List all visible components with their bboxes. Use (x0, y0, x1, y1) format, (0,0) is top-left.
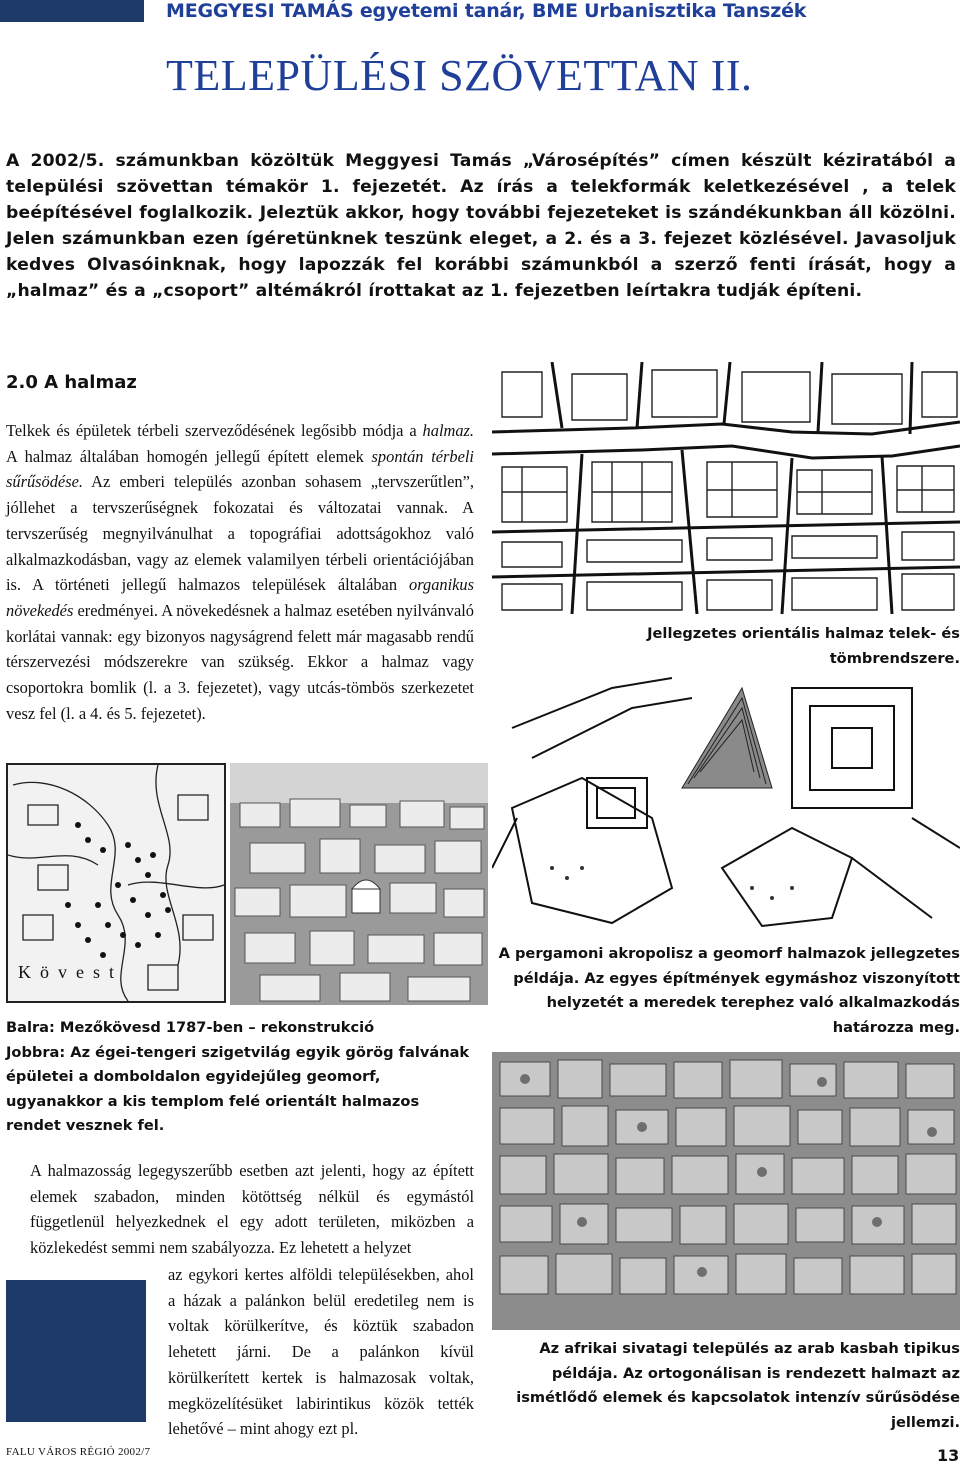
body-text: Telkek és épületek térbeli szerveződésének legősibb módja a (6, 421, 423, 440)
author-line: MEGGYESI TAMÁS egyetemi tanár, BME Urbanisztika Tanszék (166, 0, 807, 22)
body-text: A halmaz általában homogén jellegű épített elemek (6, 446, 372, 466)
emphasis-text: spontán térbeli sűrűsödése. (6, 446, 474, 492)
journal-footer: FALU VÁROS RÉGIÓ 2002/7 (6, 1446, 151, 1458)
emphasis-text: halmaz. (422, 421, 474, 440)
map-illustration (492, 362, 960, 614)
page-number: 13 (937, 1446, 960, 1465)
body-paragraph (6, 418, 474, 726)
body-paragraph: A halmazosság legegyszerűbb esetben azt jelenti, hogy az épített elemek szabadon, minden kötöttség nélkül és egymástól függetlenül helyezkednek el egy adott területen, miközben a közlekedést semmi nem szabályozza. Ez lehetett a helyzet (30, 1161, 474, 1258)
map-caption (560, 622, 960, 671)
caption-line: Balra: Mezőkövesd 1787-ben – rekonstrukció (6, 1019, 375, 1036)
caption-text: A pergamoni akropolisz a geomorf halmazok jellegzetes példája. Az egyes építmények egymáshoz viszonyított helyzetét a meredek terephez való alkalmazkodás határozza meg. (498, 945, 960, 1036)
pergamon-caption (492, 942, 960, 1040)
body-paragraph: az egykori kertes alföldi településekben, ahol a házak a palánkon belül eredetileg nem is voltak körülkerítve, és köztük szabadon lehetett járni. De a palánkon kívül körülkerített kertek is halmazosak voltak, megközelítésüket labirintikus közök tették lehetővé – mint ahogy ezt pl. (168, 1265, 474, 1439)
pergamon-acropolis-figure (492, 668, 960, 930)
lead-text: A 2002/5. számunkban közöltük Meggyesi Tamás „Városépítés” címen készült kéziratából a települési szövettan témakör 1. fejezetét. Az írás a telekformák keletkezésével , a telek beépítésével foglalkozik. Jeleztük akkor, hogy további fejezeteket is szándékunkban áll közölni. Jelen számunkban ezen ígéretünknek teszünk eleget, a 2. és a 3. fejezet közlésével. Javasoljuk kedves Olvasóinknak, hogy lapozzák fel korábbi számunkból a szerző fenti írását, hogy a „halmaz” és a „csoport” altémákról írottakat az 1. fejezetben leírtakra tudják építeni. (6, 151, 956, 301)
oriental-halmaz-map-figure (492, 362, 960, 614)
body-text: eredményei. A növekedésnek a halmaz esetében nyilvánvaló korlátai vannak: egy bizonyos nagyságrend felett már magasabb rendű térszervezési módszerekre van szükség. Ekkor a halmaz vagy csoportokra bomlik (l. a 3. fejezetet), vagy utcás-tömbös szerkezetet vesz fel (l. a 4. és 5. fejezetet). (6, 600, 474, 723)
kasbah-caption (492, 1337, 960, 1435)
emphasis-text: organikus növekedés (6, 575, 474, 620)
section-heading: 2.0 A halmaz (6, 372, 137, 393)
header-color-block (0, 0, 144, 22)
lead-paragraph (6, 148, 956, 304)
decorative-color-block (6, 1280, 146, 1422)
pergamon-plan-illustration (492, 668, 960, 930)
body-text: Az emberi település azonban sohasem „tervszerűtlen”, jóllehet a tervszerűségnek fokozatai és változatai vannak. A tervszerűség megnyilvánulhat a topográfiai adottságokhoz való alkalmazkodásban, vagy az elemek valamilyen térbeli orientációjában is. A történeti jellegű halmazos települések általában (6, 472, 474, 595)
page-title: TELEPÜLÉSI SZÖVETTAN II. (166, 51, 753, 100)
caption-text: Jellegzetes orientális halmaz telek- és tömbrendszere. (647, 625, 960, 667)
body-text-column (6, 418, 474, 726)
kasbah-photo-illustration (492, 1052, 960, 1330)
caption-text: Az afrikai sivatagi település az arab kasbah tipikus példája. Az ortogonálisan is rendezett halmazt az ismétlődő elemek és kapcsolatok intenzív sűrűsödése jellemzi. (516, 1340, 960, 1431)
body-text-continued (30, 1158, 474, 1261)
kasbah-aerial-photo (492, 1052, 960, 1330)
greek-village-photo (230, 763, 488, 1005)
village-photo-illustration (230, 763, 488, 1005)
kovest-map-label: Kövest (18, 962, 123, 982)
body-text-narrow (168, 1262, 474, 1442)
caption-line: Jobbra: Az égei-tengeri szigetvilág egyik görög falvának épületei a domboldalon egyidejűleg geomorf, ugyanakkor a kis templom felé orientált halmazos rendet vesznek fel. (6, 1043, 470, 1134)
left-figures-caption (6, 1016, 478, 1139)
